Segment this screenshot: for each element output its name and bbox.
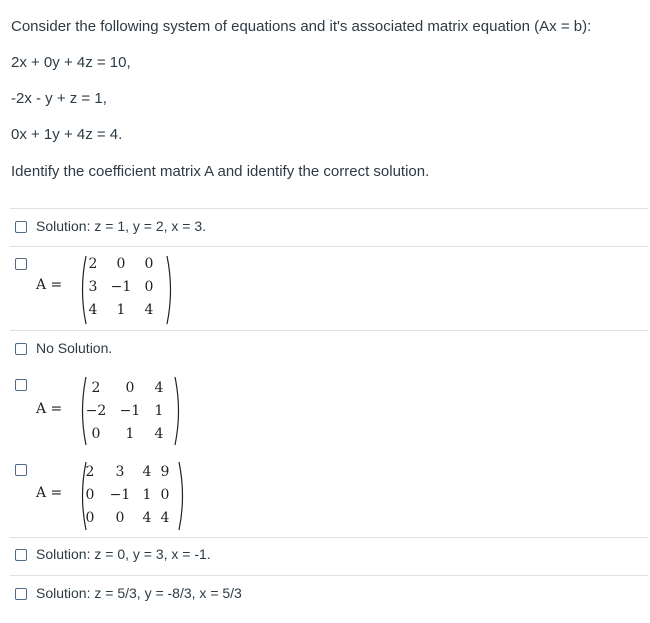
option-checkbox[interactable] xyxy=(15,258,27,270)
matrix-cell: 2 xyxy=(85,464,95,480)
matrix-cell: 0 xyxy=(115,510,125,526)
matrix-cell: 1 xyxy=(125,426,135,442)
option-label: No Solution. xyxy=(36,340,113,356)
matrix-cell: −1 xyxy=(109,487,131,503)
matrix-cell: 0 xyxy=(125,380,135,396)
equation-2: -2x - y + z = 1, xyxy=(11,90,107,107)
matrix-lhs: A = xyxy=(36,277,63,293)
option-checkbox[interactable] xyxy=(15,379,27,391)
matrix-cell: 1 xyxy=(116,302,126,318)
option-label: Solution: z = 1, y = 2, x = 3. xyxy=(36,218,207,234)
matrix-cell: 0 xyxy=(91,426,101,442)
matrix-cell: 4 xyxy=(160,510,170,526)
option-label: Solution: z = 5/3, y = -8/3, x = 5/3 xyxy=(36,585,242,601)
matrix-cell: 0 xyxy=(160,487,170,503)
matrix-cell: −1 xyxy=(110,279,132,295)
matrix-cell: 2 xyxy=(91,380,101,396)
option-checkbox[interactable] xyxy=(15,464,27,476)
matrix-cell: 4 xyxy=(142,510,152,526)
matrix-cell: 2 xyxy=(88,256,98,272)
divider xyxy=(10,330,648,331)
option-checkbox[interactable] xyxy=(15,588,27,600)
matrix-cell: 4 xyxy=(154,380,164,396)
matrix-cell: 0 xyxy=(116,256,126,272)
matrix-cell: 4 xyxy=(142,464,152,480)
right-paren xyxy=(177,460,187,532)
matrix-cell: 1 xyxy=(142,487,152,503)
option-checkbox[interactable] xyxy=(15,549,27,561)
matrix-cell: 3 xyxy=(88,279,98,295)
matrix-cell: −2 xyxy=(85,403,107,419)
matrix-cell: 4 xyxy=(88,302,98,318)
matrix-cell: 0 xyxy=(144,279,154,295)
right-paren xyxy=(173,375,183,447)
matrix-cell: −1 xyxy=(119,403,141,419)
matrix-lhs: A = xyxy=(36,485,63,501)
divider xyxy=(10,537,648,538)
matrix-cell: 1 xyxy=(154,403,164,419)
matrix-cell: 9 xyxy=(160,464,170,480)
option-label: Solution: z = 0, y = 3, x = -1. xyxy=(36,546,211,562)
option-checkbox[interactable] xyxy=(15,221,27,233)
matrix-cell: 4 xyxy=(154,426,164,442)
matrix-lhs: A = xyxy=(36,401,63,417)
matrix-cell: 0 xyxy=(85,487,95,503)
matrix-cell: 4 xyxy=(144,302,154,318)
equation-1: 2x + 0y + 4z = 10, xyxy=(11,54,131,71)
question-intro: Consider the following system of equations and it's associated matrix equation (Ax = b): xyxy=(11,18,592,35)
matrix-cell: 0 xyxy=(144,256,154,272)
question-prompt: Identify the coefficient matrix A and identify the correct solution. xyxy=(11,163,430,180)
matrix-cell: 0 xyxy=(85,510,95,526)
divider xyxy=(10,575,648,576)
matrix-cell: 3 xyxy=(115,464,125,480)
right-paren xyxy=(165,254,175,326)
divider xyxy=(10,246,648,247)
option-checkbox[interactable] xyxy=(15,343,27,355)
divider xyxy=(10,208,648,209)
equation-3: 0x + 1y + 4z = 4. xyxy=(11,126,123,143)
